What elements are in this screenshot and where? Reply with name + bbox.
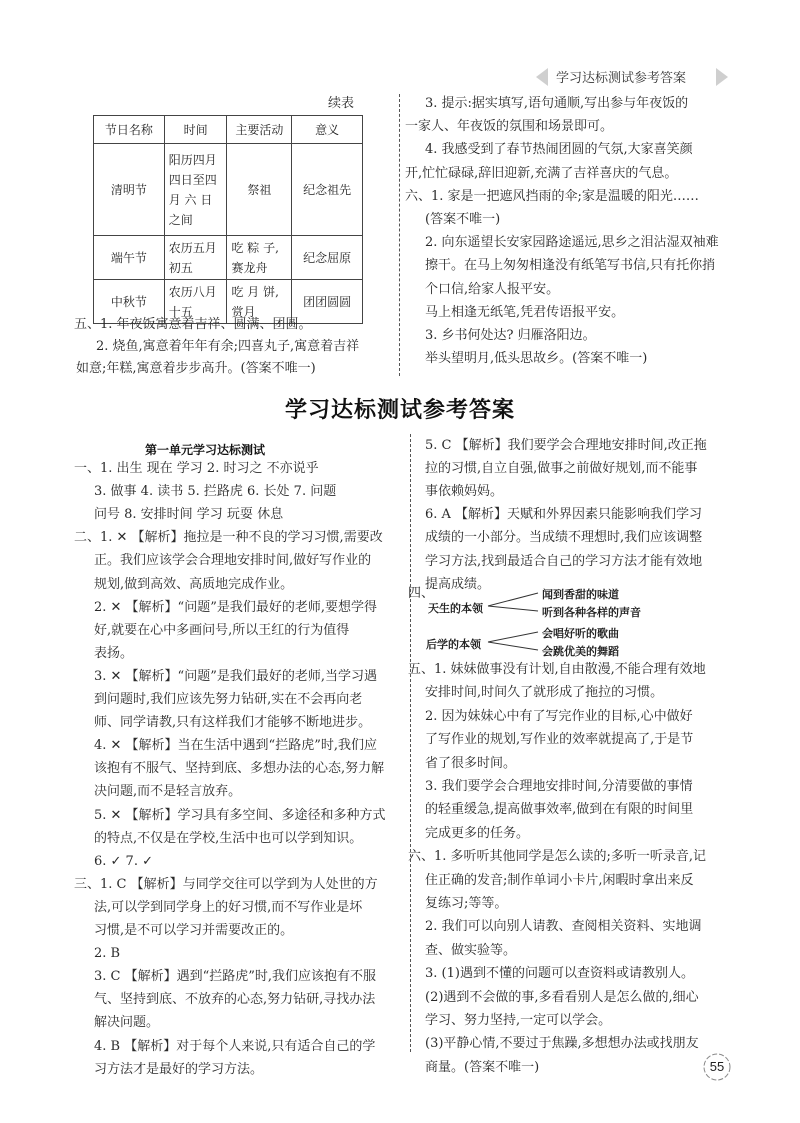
answer-line: 马上相逢无纸笔,凭君传语报平安。 xyxy=(425,304,625,320)
festival-table xyxy=(93,115,363,324)
answer-line: 3. C 【解析】遇到“拦路虎”时,我们应该抱有不服 xyxy=(94,969,377,985)
table-cell xyxy=(164,236,227,280)
header-left-triangle-icon xyxy=(536,68,548,86)
answer-line: 完成更多的任务。 xyxy=(425,825,530,841)
answer-line: 复练习;等等。 xyxy=(425,896,508,911)
table-cell: 清明节 xyxy=(94,144,165,236)
diagram-left-item: 后学的本领 xyxy=(426,638,481,651)
answer-line: 法,可以学到同学身上的好习惯,而不写作业是坏 xyxy=(94,899,363,915)
answer-line: 举头望明月,低头思故乡。(答案不唯一) xyxy=(425,351,648,367)
connector-line xyxy=(488,642,538,650)
activity-line: 赏月 xyxy=(231,304,256,319)
answer-line: 二、1. ✕ 【解析】拖拉是一种不良的学习习惯,需要改 xyxy=(74,530,383,546)
answer-line: 5. ✕ 【解析】学习具有多空间、多途径和多种方式 xyxy=(94,807,386,823)
answer-line: 4. B 【解析】对于每个人来说,只有适合自己的学 xyxy=(94,1038,376,1054)
table-header-cell: 主要活动 xyxy=(227,116,292,144)
answer-line: 气、坚持到底、不放弃的心态,努力钻研,寻找办法 xyxy=(94,992,376,1008)
answer-line: 一家人、年夜饭的氛围和场景即可。 xyxy=(405,119,614,135)
answer-line: 学习方法,找到最适合自己的学习方法才能有效地 xyxy=(425,553,703,569)
answer-line: 擦干。在马上匆匆相逢没有纸笔写书信,只有托你捎 xyxy=(425,258,716,274)
answer-line: 了写作业的规划,写作业的效率就提高了,于是节 xyxy=(425,732,694,748)
answer-line: 3. 提示:据实填写,语句通顺,写出参与年夜饭的 xyxy=(425,96,689,111)
answer-line: 5. C 【解析】我们要学会合理地安排时间,改正拖 xyxy=(425,438,707,453)
answer-line: 学习、努力坚持,一定可以学会。 xyxy=(425,1013,612,1028)
answer-line: (3)平静心情,不要过于焦躁,多想想办法或找朋友 xyxy=(425,1036,699,1052)
answer-line: 五、1. 妹妹做事没有计划,自由散漫,不能合理有效地 xyxy=(408,662,706,677)
header-title: 学习达标测试参考答案 xyxy=(556,71,687,86)
table-cell: 祭祖 xyxy=(227,144,292,236)
answer-line: 的轻重缓急,提高做事效率,做到在有限的时间里 xyxy=(425,802,694,818)
time-line: 阳历四月 xyxy=(168,152,217,167)
matching-diagram xyxy=(408,584,648,664)
answer-line: 到问题时,我们应该先努力钻研,实在不会再向老 xyxy=(94,692,363,707)
answer-line: 正。我们应该学会合理地安排时间,做好写作业的 xyxy=(94,553,372,569)
answer-line: 安排时间,时间久了就形成了拖拉的习惯。 xyxy=(425,685,664,701)
diagram-left-item: 天生的本领 xyxy=(428,602,483,615)
answer-line: 规划,做到高效、高质地完成作业。 xyxy=(94,576,294,592)
page-number: 55 xyxy=(709,1059,725,1074)
answer-line: 成绩的一小部分。当成绩不理想时,我们应该调整 xyxy=(425,530,703,546)
table-header-cell: 意义 xyxy=(292,116,363,144)
answer-line: 3. ✕ 【解析】“问题”是我们最好的老师,当学习遇 xyxy=(94,668,377,684)
table-row xyxy=(94,144,363,236)
answer-line: 住正确的发音;制作单词小卡片,闲暇时拿出来反 xyxy=(425,872,694,888)
answer-line: 2. ✕ 【解析】“问题”是我们最好的老师,要想学得 xyxy=(94,599,377,615)
table-cell xyxy=(164,144,227,236)
answer-line: 的特点,不仅是在学校,生活中也可以学到知识。 xyxy=(94,830,363,846)
answer-line: 3. 我们要学会合理地安排时间,分清要做的事情 xyxy=(425,779,693,794)
diagram-right-item: 会跳优美的舞蹈 xyxy=(542,645,619,658)
page-number-badge xyxy=(700,1050,734,1084)
answer-line: 解决问题。 xyxy=(94,1015,160,1031)
header-right-triangle-icon xyxy=(716,68,728,86)
answer-line: 2. 向东遥望长安家园路途遥远,思乡之泪沾湿双袖难 xyxy=(425,235,719,251)
time-line: 月 六 日 xyxy=(168,192,213,207)
answer-line: (2)遇到不会做的事,多看看别人是怎么做的,细心 xyxy=(425,989,699,1005)
activity-line: 吃 粽 子, xyxy=(231,240,279,255)
answer-line: 事依赖妈妈。 xyxy=(425,484,504,500)
answer-line: 开,忙忙碌碌,辞旧迎新,充满了吉祥喜庆的气息。 xyxy=(405,165,678,181)
answer-line: 3. 乡书何处达? 归雁洛阳边。 xyxy=(425,328,596,343)
answer-line: 一、1. 出生 现在 学习 2. 时习之 不亦说乎 xyxy=(74,461,319,476)
answer-line: 省了很多时间。 xyxy=(425,755,517,771)
answer-line: 该抱有不服气、坚持到底、多想办法的心态,努力解 xyxy=(94,761,385,777)
header-bar xyxy=(522,62,742,90)
answer-line: 习方法才是最好的学习方法。 xyxy=(94,1061,264,1077)
answer-line: 好,就要在心中多画问号,所以王红的行为值得 xyxy=(94,622,350,638)
table-cell: 团团圆圆 xyxy=(292,280,363,324)
time-line: 农历八月 xyxy=(168,284,217,299)
connector-line xyxy=(488,593,538,606)
answer-line: 拉的习惯,自立自强,做事之前做好规划,而不能事 xyxy=(425,461,698,477)
table-cell: 纪念祖先 xyxy=(292,144,363,236)
column-divider xyxy=(410,434,411,1052)
table-cell: 中秋节 xyxy=(94,280,165,324)
diagram-right-item: 听到各种各样的声音 xyxy=(542,606,641,619)
answer-line: 三、1. C 【解析】与同学交往可以学到为人处世的方 xyxy=(74,876,378,892)
table-header-cell: 节日名称 xyxy=(94,116,165,144)
answer-line: 个口信,给家人报平安。 xyxy=(425,281,560,297)
answer-line: 2. 烧鱼,寓意着年年有余;四喜丸子,寓意着吉祥 xyxy=(96,339,360,354)
answer-line: 商量。(答案不唯一) xyxy=(425,1059,540,1075)
table-cell: 端午节 xyxy=(94,236,165,280)
answer-line: 6. A 【解析】天赋和外界因素只能影响我们学习 xyxy=(425,507,703,523)
time-line: 农历五月 xyxy=(168,240,217,255)
answer-line: 4. 我感受到了春节热闹团圆的气氛,大家喜笑颜 xyxy=(425,142,693,158)
answer-line: 问号 8. 安排时间 学习 玩耍 休息 xyxy=(94,507,284,523)
answer-line: 六、1. 家是一把遮风挡雨的伞;家是温暖的阳光…… xyxy=(405,188,699,204)
answer-line: 如意;年糕,寓意着步步高升。(答案不唯一) xyxy=(76,361,316,376)
continued-label: 续表 xyxy=(328,96,355,111)
page-title: 学习达标测试参考答案 xyxy=(284,398,515,423)
answer-line: 习惯,是不可以学习并需要改正的。 xyxy=(94,923,294,938)
column-divider xyxy=(399,94,400,376)
time-line: 之间 xyxy=(168,212,193,227)
time-line: 十五 xyxy=(168,304,193,319)
time-line: 四日至四 xyxy=(168,172,217,187)
diagram-right-item: 会唱好听的歌曲 xyxy=(542,627,619,640)
answer-line: 表扬。 xyxy=(94,645,134,661)
answer-line: 六、1. 多听听其他同学是怎么读的;多听一听录音,记 xyxy=(408,849,707,865)
connector-line xyxy=(488,606,538,611)
section-title: 第一单元学习达标测试 xyxy=(145,443,266,457)
answer-line: 师、同学请教,只有这样我们才能够不断地进步。 xyxy=(94,715,372,731)
answer-line: 查、做实验等。 xyxy=(425,942,517,958)
answer-line: 提高成绩。 xyxy=(425,576,491,592)
answer-line: 4. ✕ 【解析】当在生活中遇到“拦路虎”时,我们应 xyxy=(94,738,377,754)
table-row xyxy=(94,236,363,280)
activity-line: 赛龙舟 xyxy=(231,260,268,275)
answer-line: 6. ✓ 7. ✓ xyxy=(94,853,153,869)
answer-line: (答案不唯一) xyxy=(425,212,501,227)
answer-line: 2. 我们可以向别人请教、查阅相关资料、实地调 xyxy=(425,919,702,935)
answer-line: 2. B xyxy=(94,946,121,962)
table-cell: 纪念屈原 xyxy=(292,236,363,280)
activity-line: 吃 月 饼, xyxy=(231,284,279,299)
answer-line: 3. (1)遇到不懂的问题可以查资料或请教别人。 xyxy=(425,966,694,982)
connector-line xyxy=(488,632,538,642)
answer-line: 五、1. 年夜饭寓意着吉祥、圆满、团圆。 xyxy=(74,317,312,332)
answer-line: 3. 做事 4. 读书 5. 拦路虎 6. 长处 7. 问题 xyxy=(94,484,337,500)
answer-line: 决问题,而不是轻言放弃。 xyxy=(94,784,242,800)
table-header-cell: 时间 xyxy=(164,116,227,144)
diagram-right-item: 闻到香甜的味道 xyxy=(542,588,619,601)
answer-line: 2. 因为妹妹心中有了写完作业的目标,心中做好 xyxy=(425,708,693,724)
time-line: 初五 xyxy=(168,260,193,275)
question-number: 四、 xyxy=(408,586,435,601)
table-cell xyxy=(227,236,292,280)
